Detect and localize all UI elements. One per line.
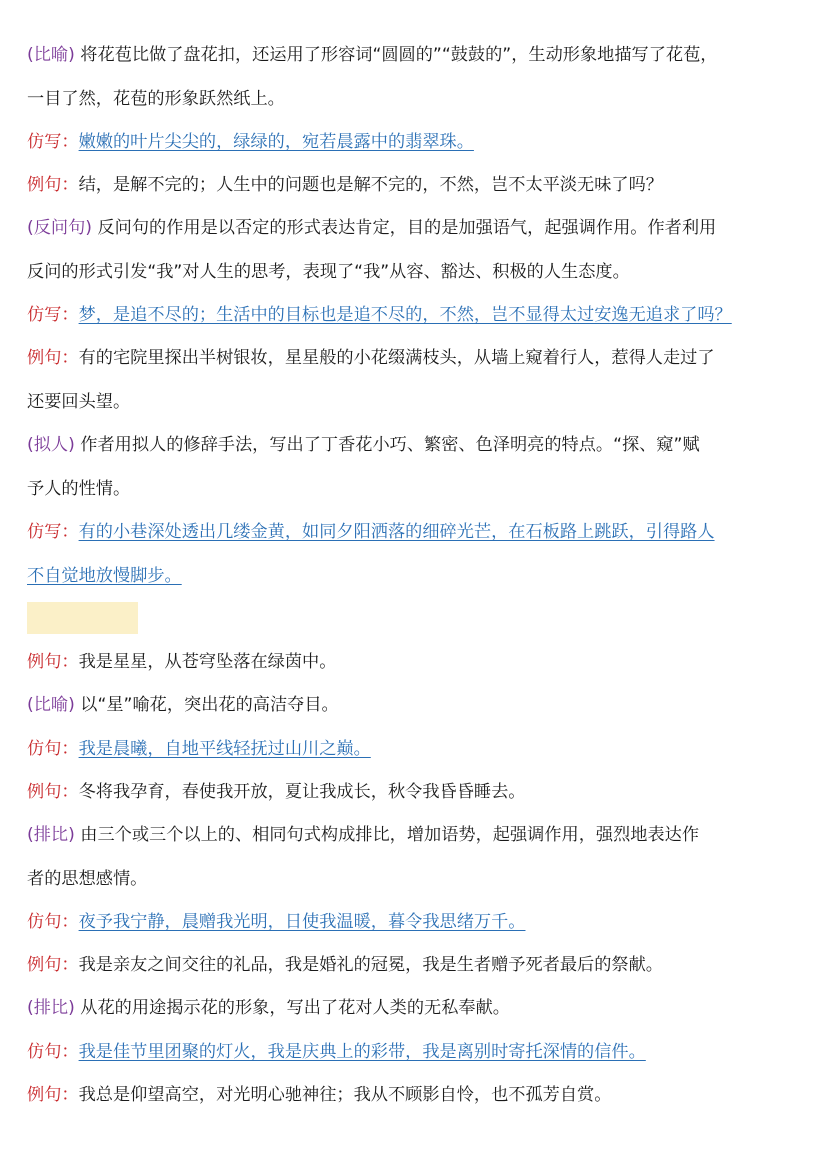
analysis-line — [27, 216, 807, 240]
label-colon: ： — [61, 132, 79, 152]
example-label: 例句 — [27, 175, 62, 195]
imitation-text: 嫩嫩的叶片尖尖的，绿绿的，宛若晨露中的翡翠珠。 — [78, 132, 474, 152]
analysis-text: 由三个或三个以上的、相同句式构成排比，增加语势，起强调作用，强烈地表达作 — [80, 825, 700, 845]
analysis-line — [27, 867, 807, 891]
example-label: 例句 — [27, 652, 62, 672]
example-text: 我是星星，从苍穹坠落在绿茵中。 — [78, 652, 337, 672]
analysis-text: 反问句的作用是以否定的形式表达肯定，目的是加强语气，起强调作用。作者利用 — [97, 218, 717, 238]
label-colon: ： — [61, 348, 79, 368]
imitation-text: 不自觉地放慢脚步。 — [27, 566, 182, 586]
analysis-line — [27, 43, 807, 67]
example-label: 例句 — [27, 1085, 62, 1105]
example-label: 例句 — [27, 348, 62, 368]
section-title — [27, 602, 138, 634]
example-text: 有的宅院里探出半树银妆，星星般的小花缀满枝头，从墙上窥着行人，惹得人走过了 — [78, 348, 715, 368]
analysis-text: 将花苞比做了盘花扣，还运用了形容词“圆圆的”“鼓鼓的”，生动形象地描写了花苞， — [80, 45, 718, 65]
label-colon: ： — [61, 522, 79, 542]
label-colon: ： — [61, 739, 79, 759]
imitation-line — [27, 564, 807, 588]
analysis-line — [27, 433, 807, 457]
analysis-line — [27, 260, 807, 284]
analysis-line — [27, 477, 807, 501]
rhetoric-tag: (比喻) — [27, 45, 75, 65]
label-colon: ： — [61, 652, 79, 672]
example-line — [27, 390, 807, 414]
example-text: 我总是仰望高空，对光明心驰神往；我从不顾影自怜，也不孤芳自赏。 — [78, 1085, 612, 1105]
example-line — [27, 650, 807, 674]
rhetoric-tag: (反问句) — [27, 218, 92, 238]
analysis-line — [27, 87, 807, 111]
imitation-label: 仿句 — [27, 739, 62, 759]
imitation-label: 仿写 — [27, 132, 62, 152]
imitation-line — [27, 737, 807, 761]
label-colon: ： — [61, 1042, 79, 1062]
example-line — [27, 346, 807, 370]
example-text: 结，是解不完的；人生中的问题也是解不完的，不然，岂不太平淡无味了吗？ — [78, 175, 663, 195]
example-label: 例句 — [27, 955, 62, 975]
analysis-text: 作者用拟人的修辞手法，写出了丁香花小巧、繁密、色泽明亮的特点。“探、窥”赋 — [80, 435, 700, 455]
rhetoric-tag: (排比) — [27, 825, 75, 845]
example-line — [27, 953, 807, 977]
analysis-text: 予人的性情。 — [27, 479, 131, 499]
example-text: 我是亲友之间交往的礼品，我是婚礼的冠冕，我是生者赠予死者最后的祭献。 — [78, 955, 663, 975]
rhetoric-tag: (比喻) — [27, 695, 75, 715]
imitation-text: 我是晨曦，自地平线轻抚过山川之巅。 — [78, 739, 371, 759]
imitation-line — [27, 520, 807, 544]
example-line — [27, 1083, 807, 1107]
analysis-line — [27, 693, 807, 717]
imitation-line — [27, 303, 807, 327]
analysis-text: 反问的形式引发“我”对人生的思考，表现了“我”从容、豁达、积极的人生态度。 — [27, 262, 630, 282]
imitation-label: 仿写 — [27, 522, 62, 542]
example-label: 例句 — [27, 782, 62, 802]
example-line — [27, 173, 807, 197]
imitation-text: 我是佳节里团聚的灯火，我是庆典上的彩带，我是离别时寄托深情的信件。 — [78, 1042, 646, 1062]
analysis-text: 以“星”喻花，突出花的高洁夺目。 — [80, 695, 339, 715]
rhetoric-tag: (拟人) — [27, 435, 75, 455]
imitation-label: 仿写 — [27, 305, 62, 325]
rhetoric-tag: (排比) — [27, 998, 75, 1018]
analysis-text: 者的思想感情。 — [27, 869, 148, 889]
label-colon: ： — [61, 955, 79, 975]
analysis-line — [27, 996, 807, 1020]
imitation-text: 夜予我宁静，晨赠我光明，日使我温暖，暮令我思绪万千。 — [78, 912, 526, 932]
imitation-line — [27, 130, 807, 154]
example-line — [27, 780, 807, 804]
analysis-line — [27, 823, 807, 847]
imitation-label: 仿句 — [27, 1042, 62, 1062]
analysis-text: 从花的用途揭示花的形象，写出了花对人类的无私奉献。 — [80, 998, 510, 1018]
label-colon: ： — [61, 782, 79, 802]
label-colon: ： — [61, 305, 79, 325]
label-colon: ： — [61, 1085, 79, 1105]
imitation-text: 有的小巷深处透出几缕金黄，如同夕阳洒落的细碎光芒，在石板路上跳跃，引得路人 — [78, 522, 715, 542]
imitation-text: 梦，是追不尽的；生活中的目标也是追不尽的，不然，岂不显得太过安逸无追求了吗？ — [78, 305, 732, 325]
label-colon: ： — [61, 912, 79, 932]
label-colon: ： — [61, 175, 79, 195]
example-text: 冬将我孕育，春使我开放，夏让我成长，秋令我昏昏睡去。 — [78, 782, 526, 802]
analysis-text: 一目了然，花苞的形象跃然纸上。 — [27, 89, 285, 109]
example-text: 还要回头望。 — [27, 392, 131, 412]
imitation-label: 仿句 — [27, 912, 62, 932]
imitation-line — [27, 910, 807, 934]
imitation-line — [27, 1040, 807, 1064]
